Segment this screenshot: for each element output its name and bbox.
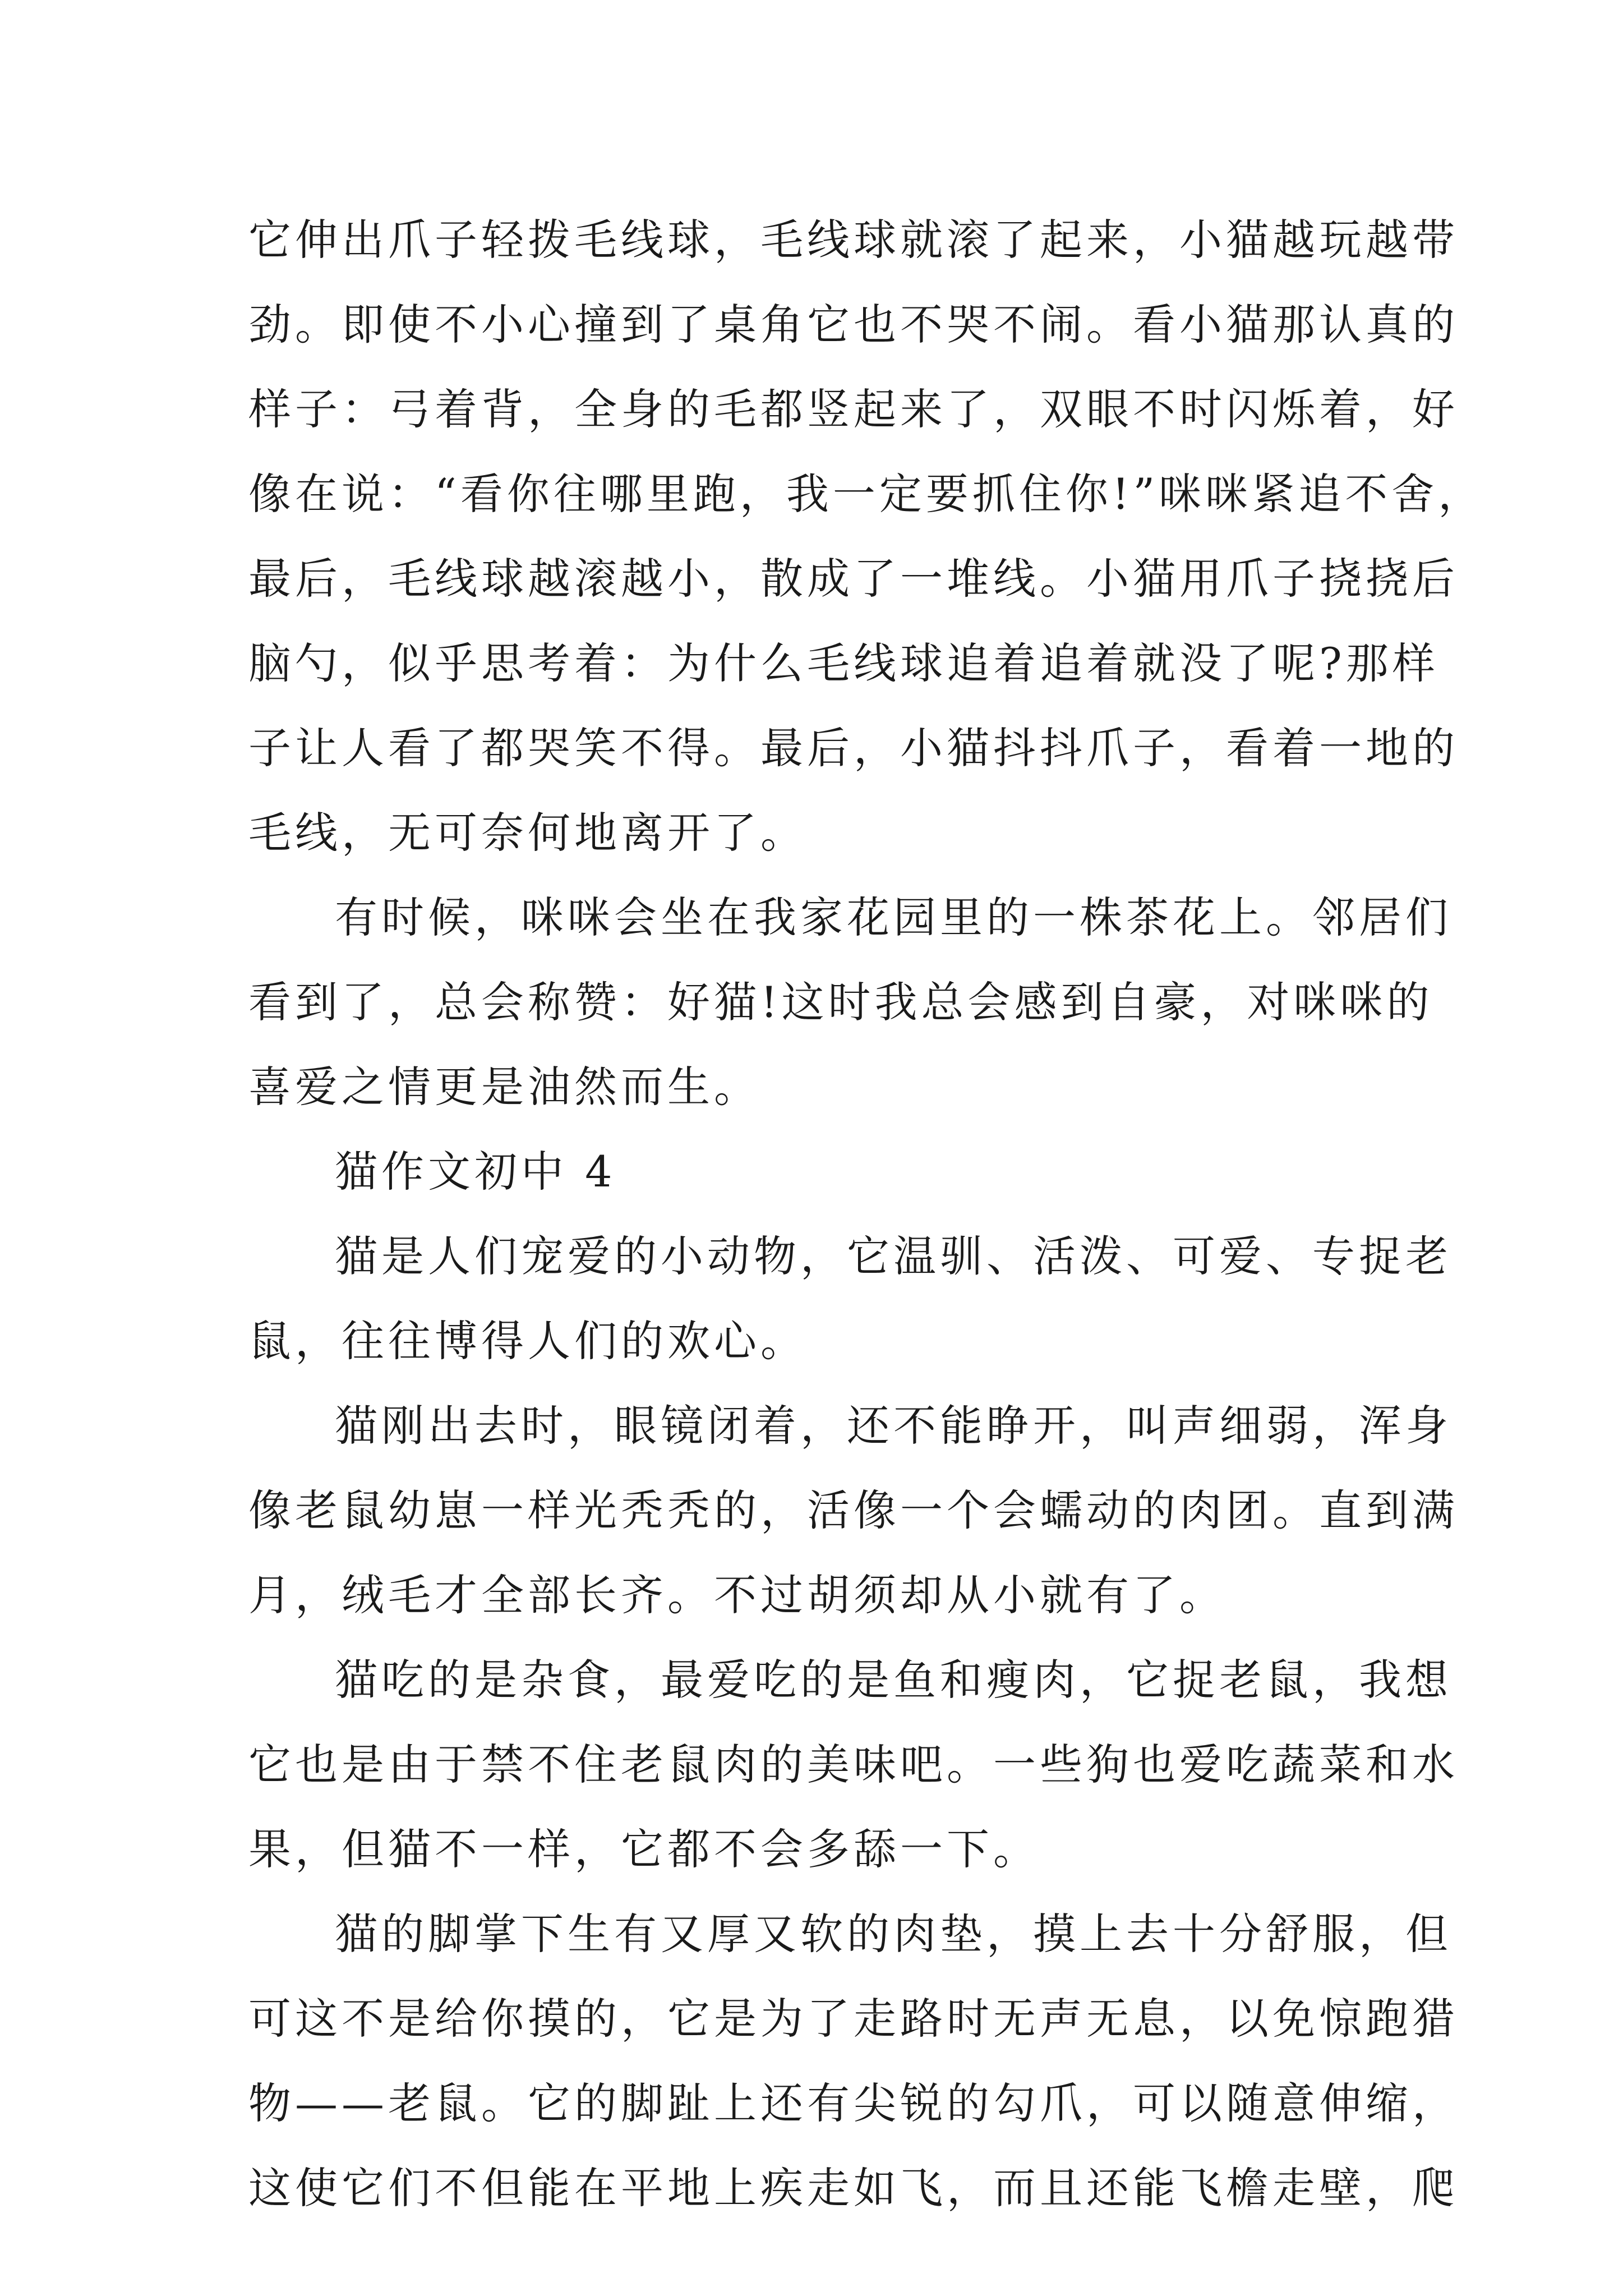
text-line: 这使它们不但能在平地上疾走如飞，而且还能飞檐走壁，爬 [248, 2163, 1459, 2213]
text-line: 它伸出爪子轻拨毛线球，毛线球就滚了起来，小猫越玩越带 [248, 215, 1459, 265]
section-heading: 猫作文初中 4 [335, 1147, 616, 1197]
paragraph-start-line: 猫的脚掌下生有又厚又软的肉垫，摸上去十分舒服，但 [335, 1909, 1452, 1959]
text-line: 喜爱之情更是油然而生。 [248, 1062, 760, 1112]
text-line: 物——老鼠。它的脚趾上还有尖锐的勾爪，可以随意伸缩， [248, 2078, 1459, 2128]
text-line: 月，绒毛才全部长齐。不过胡须却从小就有了。 [248, 1570, 1226, 1620]
text-line: 像在说：“看你往哪里跑，我一定要抓住你!”咪咪紧追不舍， [248, 469, 1485, 519]
text-line: 子让人看了都哭笑不得。最后，小猫抖抖爪子，看着一地的 [248, 723, 1459, 773]
paragraph-start-line: 猫是人们宠爱的小动物，它温驯、活泼、可爱、专捉老 [335, 1231, 1452, 1281]
text-line: 看到了，总会称赞：好猫!这时我总会感到自豪，对咪咪的 [248, 977, 1433, 1027]
text-line: 它也是由于禁不住老鼠肉的美味吧。一些狗也爱吃蔬菜和水 [248, 1740, 1459, 1789]
paragraph-start-line: 猫刚出去时，眼镜闭着，还不能睁开，叫声细弱，浑身 [335, 1401, 1452, 1451]
text-line: 最后，毛线球越滚越小，散成了一堆线。小猫用爪子挠挠后 [248, 554, 1459, 604]
paragraph-start-line: 有时候，咪咪会坐在我家花园里的一株茶花上。邻居们 [335, 892, 1452, 942]
document-body [248, 197, 1485, 2230]
text-line: 像老鼠幼崽一样光秃秃的，活像一个会蠕动的肉团。直到满 [248, 1485, 1459, 1535]
paragraph-start-line: 猫吃的是杂食，最爱吃的是鱼和瘦肉，它捉老鼠，我想 [335, 1655, 1452, 1705]
text-line: 鼠，往往博得人们的欢心。 [248, 1316, 807, 1366]
text-line: 果，但猫不一样，它都不会多舔一下。 [248, 1824, 1040, 1874]
text-line: 毛线，无可奈何地离开了。 [248, 808, 807, 858]
text-line: 脑勺，似乎思考着：为什么毛线球追着追着就没了呢?那样 [248, 638, 1439, 688]
text-line: 可这不是给你摸的，它是为了走路时无声无息，以免惊跑猎 [248, 1994, 1459, 2044]
text-line: 劲。即使不小心撞到了桌角它也不哭不闹。看小猫那认真的 [248, 300, 1459, 349]
text-line: 样子：弓着背，全身的毛都竖起来了，双眼不时闪烁着，好 [248, 384, 1459, 434]
